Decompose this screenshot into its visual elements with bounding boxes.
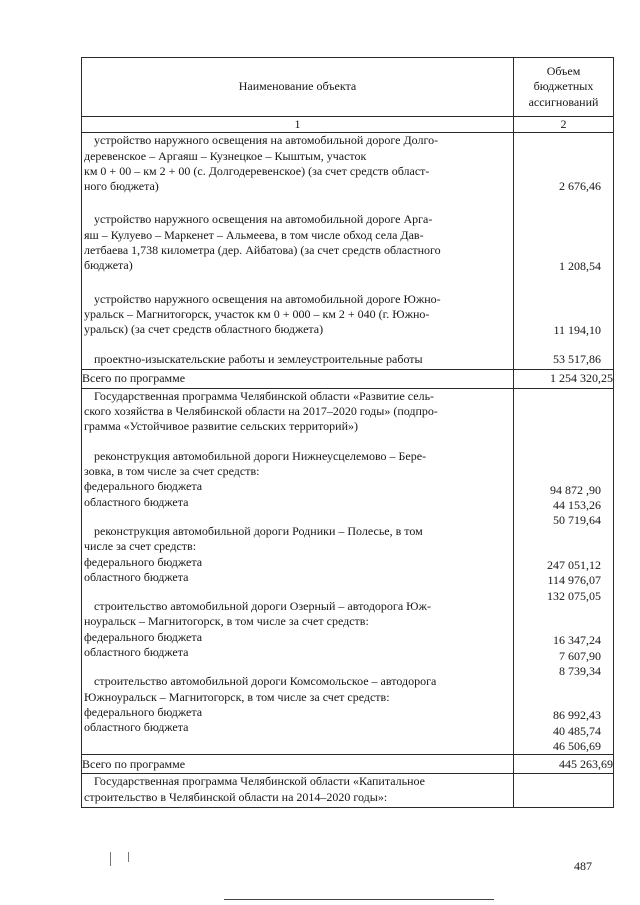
item-line: Южноуральск – Магнитогорск, в том числе за счет средств: xyxy=(84,689,390,704)
item-line: ского хозяйства в Челябинской области на 2017–2020 годы» (подпро- xyxy=(84,404,438,419)
column-number-row xyxy=(82,117,614,133)
item-line: ного бюджета) xyxy=(84,179,159,194)
item-value: 1 208,54 xyxy=(559,258,601,273)
item-line: строительство автомобильной дороги Озерный – автодорога Юж- xyxy=(94,599,431,614)
federal-value: 44 153,26 xyxy=(553,498,601,513)
item-line: строительство в Челябинской области на 2014–2020 годы»: xyxy=(84,789,388,804)
item-line: устройство наружного освещения на автомобильной дороге Южно- xyxy=(94,291,441,306)
federal-value: 40 485,74 xyxy=(553,723,601,738)
item-line: реконструкция автомобильной дороги Родники – Полесье, в том xyxy=(94,523,423,538)
header-line: Объем xyxy=(546,64,581,79)
footer-rule xyxy=(224,899,494,900)
regional-label: областного бюджета xyxy=(84,494,189,509)
list-item xyxy=(82,449,513,510)
item-line: деревенское – Аргаяш – Кузнецкое – Кыштым, участок xyxy=(84,148,367,163)
scan-mark xyxy=(110,852,111,866)
regional-label: областного бюджета xyxy=(84,720,189,735)
item-line: грамма «Устойчивое развитие сельских территорий») xyxy=(84,419,358,434)
regional-value: 132 075,05 xyxy=(547,588,601,603)
list-item xyxy=(82,599,513,660)
item-line: проектно-изыскательские работы и землеустроительные работы xyxy=(94,351,423,366)
table-row xyxy=(82,388,614,754)
list-item xyxy=(82,352,513,367)
item-line: устройство наружного освещения на автомобильной дороге Долго- xyxy=(94,133,439,148)
regional-value: 50 719,64 xyxy=(553,513,601,528)
column-number-1: 1 xyxy=(82,117,514,133)
item-line: реконструкция автомобильной дороги Нижнеусцелемово – Бере- xyxy=(94,448,427,463)
program-title xyxy=(82,389,513,435)
table-row xyxy=(82,774,614,808)
item-value: 247 051,12 xyxy=(547,558,601,573)
section3-values-cell xyxy=(514,774,614,808)
item-line: Государственная программа Челябинской области «Капитальное xyxy=(94,774,426,789)
column-number-2: 2 xyxy=(514,117,614,133)
scan-mark xyxy=(128,852,129,862)
item-line: уральск) (за счет средств областного бюджета) xyxy=(84,322,324,337)
regional-value: 8 739,34 xyxy=(559,663,601,678)
item-value: 11 194,10 xyxy=(553,322,601,337)
item-line: Государственная программа Челябинской области «Развитие сель- xyxy=(94,388,435,403)
list-item xyxy=(82,524,513,585)
table-row xyxy=(82,369,614,388)
item-line: ноуральск – Магнитогорск, в том числе за счет средств: xyxy=(84,614,369,629)
regional-label: областного бюджета xyxy=(84,645,189,660)
regional-label: областного бюджета xyxy=(84,569,189,584)
list-item xyxy=(82,212,513,273)
section3-program-cell xyxy=(82,774,514,808)
section2-values-cell xyxy=(514,388,614,754)
section1-total-value: 1 254 320,25 xyxy=(514,369,614,388)
section1-values-cell xyxy=(514,133,614,370)
item-line: устройство наружного освещения на автомобильной дороге Арга- xyxy=(94,212,433,227)
table-row xyxy=(82,755,614,774)
item-line: км 0 + 00 – км 2 + 00 (с. Долгодеревенское) (за счет средств област- xyxy=(84,163,430,178)
list-item xyxy=(82,674,513,735)
section1-total-label: Всего по программе xyxy=(82,369,514,388)
item-value: 53 517,86 xyxy=(553,351,601,366)
item-line: бюджета) xyxy=(84,258,133,273)
list-item xyxy=(82,292,513,338)
list-item xyxy=(82,133,513,194)
header-budget-allocations xyxy=(514,58,614,117)
federal-value: 7 607,90 xyxy=(559,648,601,663)
header-line: бюджетных xyxy=(533,79,594,94)
budget-table xyxy=(81,57,614,808)
item-value: 16 347,24 xyxy=(553,633,601,648)
section1-items-cell xyxy=(82,133,514,370)
section2-total-label: Всего по программе xyxy=(82,755,514,774)
table-row xyxy=(82,133,614,370)
federal-label: федерального бюджета xyxy=(84,704,203,719)
header-object-name: Наименование объекта xyxy=(82,58,514,117)
item-line: строительство автомобильной дороги Комсомольское – автодорога xyxy=(94,674,437,689)
item-line: яш – Кулуево – Маркенет – Альмеева, в том числе обход села Дав- xyxy=(84,227,424,242)
page-number: 487 xyxy=(574,859,592,873)
section2-items-cell xyxy=(82,388,514,754)
item-value: 86 992,43 xyxy=(553,708,601,723)
program-title xyxy=(82,774,513,805)
federal-label: федерального бюджета xyxy=(84,629,203,644)
regional-value: 46 506,69 xyxy=(553,739,601,754)
item-line: летбаева 1,738 километра (дер. Айбатова) (за счет средств областного xyxy=(84,243,441,258)
federal-label: федерального бюджета xyxy=(84,479,203,494)
header-line: ассигнований xyxy=(528,94,599,109)
item-line: числе за счет средств: xyxy=(84,539,197,554)
item-value: 94 872 ,90 xyxy=(550,482,601,497)
item-line: зовка, в том числе за счет средств: xyxy=(84,464,260,479)
section2-total-value: 445 263,69 xyxy=(514,755,614,774)
federal-label: федерального бюджета xyxy=(84,554,203,569)
federal-value: 114 976,07 xyxy=(547,573,601,588)
table-header-row xyxy=(82,58,614,117)
item-value: 2 676,46 xyxy=(559,179,601,194)
item-line: уральск – Магнитогорск, участок км 0 + 000 – км 2 + 040 (г. Южно- xyxy=(84,306,430,321)
